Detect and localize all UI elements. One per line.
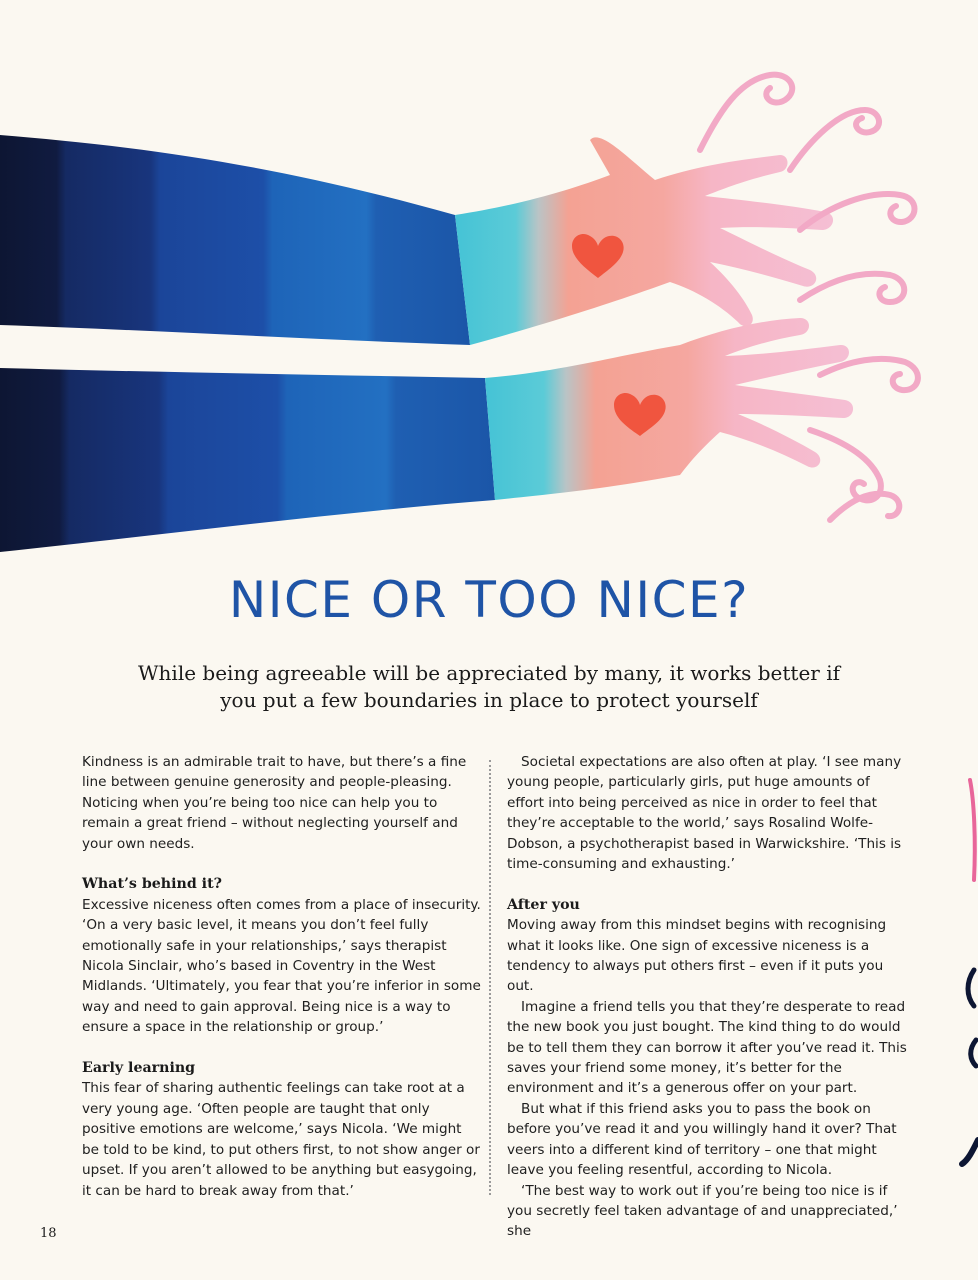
section-body-early-learning: This fear of sharing authentic feelings can take root at a very young age. ‘Often people are taught that only positive emotions are welcome,’ says Nicola. ‘We might be told to be kind, to put others first, to not show anger or upset. If you aren’t allowed to be anything but easygoing, it can be hard to break away from that.’ — [82, 1080, 480, 1199]
section-body-whats-behind-it: Excessive niceness often comes from a place of insecurity. ‘On a very basic level, it means you don’t feel fully emotionally safe in your relationships,’ says therapist Nicola Sinclair, who’s based in Coventry in the West Midlands. ‘Ultimately, you fear that you’re inferior in some way and need to gain approval. Being nice is a way to ensure a space in the relationship or group.’ — [82, 896, 481, 1036]
bottom-sleeve — [0, 368, 495, 552]
after-you-paragraph-2: Imagine a friend tells you that they’re desperate to read the new book you just bought. The kind thing to do would be to tell them they can borrow it after you’ve read it. This saves your friend some money, it’s better for the environment and it’s a generous offer on your part. — [507, 998, 907, 1097]
section-heading-whats-behind-it: What’s behind it? — [82, 876, 222, 893]
after-you-paragraph-3: But what if this friend asks you to pass the book on before you’ve read it and you willingly hand it over? That veers into a different kind of territory – one that might leave you feeling resentful, according to Nicola. — [507, 1100, 897, 1179]
section-heading-early-learning: Early learning — [82, 1060, 196, 1077]
article-standfirst: While being agreeable will be appreciated by many, it works better if you put a few boundaries in place to protect yourself — [137, 661, 841, 712]
after-you-paragraph-1: Moving away from this mindset begins with recognising what it looks like. One sign of excessive niceness is a tendency to always put others first – even if it puts you out. — [507, 917, 887, 995]
intro-paragraph: Kindness is an admirable trait to have, but there’s a fine line between genuine generosity and people-pleasing. Noticing when you’re being too nice can help you to remain a great friend – without neglecting yourself and your own needs. — [82, 754, 467, 852]
left-column — [82, 752, 482, 1201]
after-you-paragraph-4: ‘The best way to work out if you’re being too nice is if you secretly feel taken advantage of and unappreciated,’ she — [507, 1182, 898, 1240]
bottom-hand — [485, 318, 853, 500]
section-heading-after-you: After you — [507, 896, 580, 913]
right-column — [507, 752, 907, 1242]
arms-illustration — [0, 0, 978, 560]
top-sleeve — [0, 135, 470, 345]
page-number: 18 — [40, 1226, 57, 1241]
edge-illustration-fragment — [930, 760, 978, 1180]
societal-expectations-paragraph: Societal expectations are also often at play. ‘I see many young people, particularly girls, put huge amounts of effort into being perceived as nice in order to feel that they’re acceptable to the world,’ says Rosalind Wolfe-Dobson, a psychotherapist based in Warwickshire. ‘This is time-consuming and exhausting.’ — [507, 754, 902, 873]
article-title: NICE OR TOO NICE? — [228, 571, 750, 629]
column-divider — [489, 760, 491, 1195]
top-hand — [455, 137, 833, 345]
